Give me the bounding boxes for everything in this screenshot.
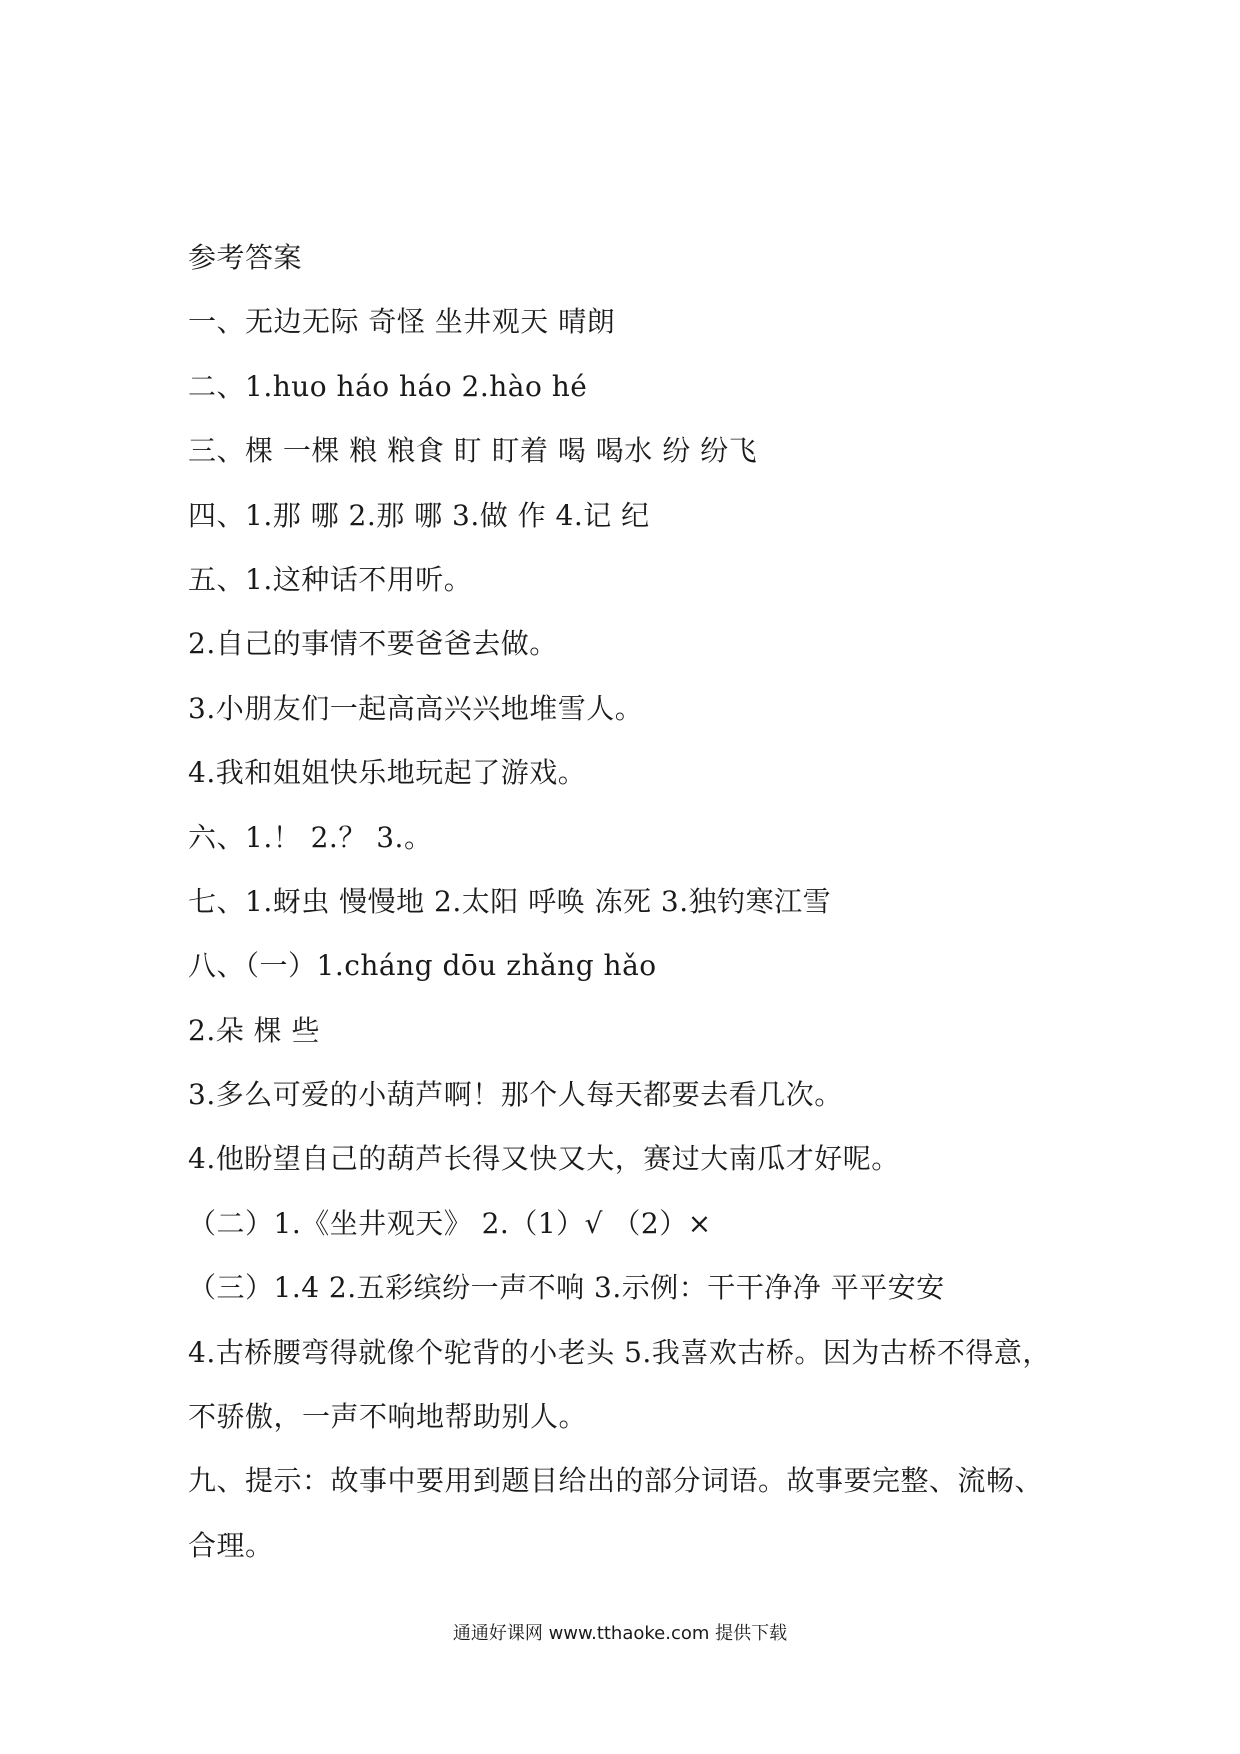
answer-line-9: 六、1.！ 2.？ 3.。 [188,820,433,854]
answer-line-4: 四、1.那 哪 2.那 哪 3.做 作 4.记 纪 [188,498,650,532]
answer-line-6: 2.自己的事情不要爸爸去做。 [188,627,558,661]
answer-key-body [188,226,1068,1578]
answer-line-18: 不骄傲，一声不响地帮助别人。 [188,1400,588,1434]
answer-line-15: （二）1.《坐井观天》 2.（1）√ （2）× [188,1206,712,1240]
answer-line-7: 3.小朋友们一起高高兴兴地堆雪人。 [188,691,644,725]
answer-line-10: 七、1.蚜虫 慢慢地 2.太阳 呼唤 冻死 3.独钓寒江雪 [188,884,832,918]
answer-key-title: 参考答案 [188,241,303,274]
answer-line-16: （三）1.4 2.五彩缤纷一声不响 3.示例：干干净净 平平安安 [188,1271,945,1305]
answer-line-19: 九、提示：故事中要用到题目给出的部分词语。故事要完整、流畅、 [188,1464,1044,1498]
answer-line-17: 4.古桥腰弯得就像个驼背的小老头 5.我喜欢古桥。因为古桥不得意， [188,1335,1051,1369]
answer-line-12: 2.朵 棵 些 [188,1013,321,1047]
answer-line-13: 3.多么可爱的小葫芦啊！那个人每天都要去看几次。 [188,1078,843,1112]
download-footer: 通通好课网 www.tthaoke.com 提供下载 [452,1623,788,1644]
answer-line-11: 八、（一）1.cháng dōu zhǎng hǎo [188,949,657,983]
answer-line-2: 二、1.huo háo háo 2.hào hé [188,369,588,403]
answer-line-5: 五、1.这种话不用听。 [188,562,473,596]
answer-line-20: 合理。 [188,1528,274,1562]
answer-line-14: 4.他盼望自己的葫芦长得又快又大，赛过大南瓜才好呢。 [188,1142,900,1176]
answer-line-8: 4.我和姐姐快乐地玩起了游戏。 [188,756,587,790]
answer-line-1: 一、无边无际 奇怪 坐井观天 晴朗 [188,305,616,339]
answer-line-3: 三、棵 一棵 粮 粮食 盯 盯着 喝 喝水 纷 纷飞 [188,434,758,468]
